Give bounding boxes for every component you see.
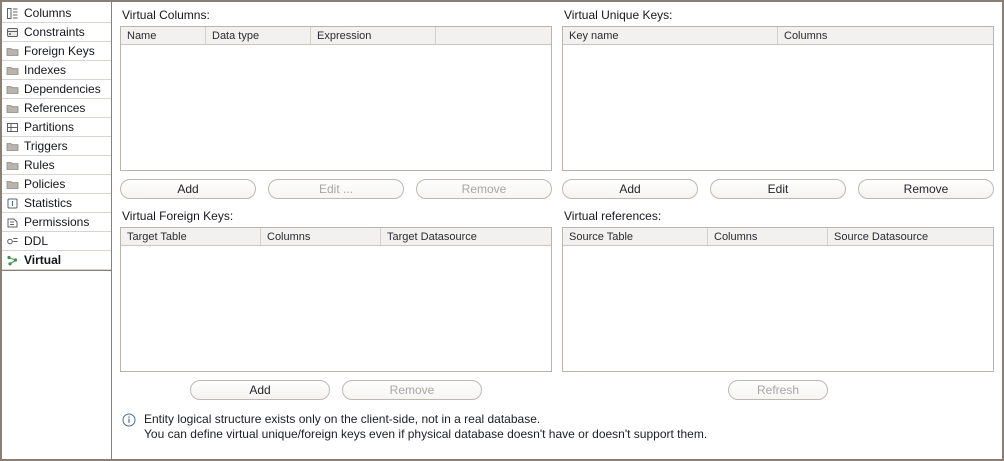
column-header-expression[interactable]: Expression (311, 27, 436, 44)
sidebar-item-indexes[interactable] (2, 61, 111, 80)
folder-icon (6, 45, 19, 58)
column-header-name[interactable]: Name (121, 27, 206, 44)
sidebar-item-label: Indexes (24, 63, 67, 77)
virtual-references-panel (562, 209, 994, 400)
table-header-row (121, 27, 551, 45)
column-header-data-type[interactable]: Data type (206, 27, 311, 44)
statistics-icon (6, 197, 19, 210)
edit-virtual-column-button: Edit ... (268, 179, 404, 199)
virtual-unique-keys-rows (563, 45, 993, 171)
sidebar-item-label: Triggers (24, 139, 68, 153)
add-virtual-unique-key-button[interactable]: Add (562, 179, 698, 199)
sidebar-item-constraints[interactable] (2, 23, 111, 42)
sidebar-item-rules[interactable] (2, 156, 111, 175)
remove-virtual-foreign-key-button: Remove (342, 380, 482, 400)
virtual-unique-keys-buttons (562, 179, 994, 199)
column-header-columns[interactable]: Columns (261, 228, 381, 245)
refresh-virtual-references-button: Refresh (728, 380, 828, 400)
sidebar-empty-area (2, 270, 111, 446)
virtual-columns-rows (121, 45, 551, 171)
folder-icon (6, 102, 19, 115)
virtual-unique-keys-table[interactable] (562, 26, 994, 171)
virtual-columns-table[interactable] (120, 26, 552, 171)
column-header-source-datasource[interactable]: Source Datasource (834, 231, 929, 243)
sidebar-item-partitions[interactable] (2, 118, 111, 137)
partitions-icon (6, 121, 19, 134)
virtual-columns-panel (120, 8, 552, 199)
remove-virtual-column-button: Remove (416, 179, 552, 199)
table-header-row (563, 27, 993, 45)
info-note-line-2: You can define virtual unique/foreign keys even if physical database doesn't have or doesn't support them. (144, 427, 708, 441)
sidebar-item-statistics[interactable] (2, 194, 111, 213)
column-header-columns[interactable]: Columns (708, 228, 828, 245)
table-header-row (121, 228, 551, 246)
sidebar-item-label: Statistics (24, 196, 73, 210)
virtual-references-title: Virtual references: (564, 209, 662, 223)
permissions-icon (6, 216, 19, 229)
virtual-references-buttons (562, 380, 994, 400)
sidebar-item-label: Virtual (24, 253, 62, 267)
sidebar-item-label: Constraints (24, 25, 85, 39)
ddl-icon (6, 235, 19, 248)
sidebar-item-label: Dependencies (24, 82, 101, 96)
folder-icon (6, 159, 19, 172)
sidebar-item-dependencies[interactable] (2, 80, 111, 99)
sidebar-item-permissions[interactable] (2, 213, 111, 232)
column-header-columns[interactable]: Columns (784, 30, 828, 42)
folder-icon (6, 64, 19, 77)
info-icon (122, 413, 138, 430)
sidebar-item-triggers[interactable] (2, 137, 111, 156)
virtual-foreign-keys-table[interactable] (120, 227, 552, 372)
virtual-foreign-keys-rows (121, 246, 551, 372)
remove-virtual-unique-key-button[interactable]: Remove (858, 179, 994, 199)
sidebar-item-references[interactable] (2, 99, 111, 118)
virtual-unique-keys-panel (562, 8, 994, 199)
virtual-tab-content (112, 2, 1002, 459)
table-header-row (563, 228, 993, 246)
virtual-references-table[interactable] (562, 227, 994, 372)
column-header-target-datasource[interactable]: Target Datasource (387, 231, 477, 243)
sidebar-item-foreign-keys[interactable] (2, 42, 111, 61)
sidebar-item-label: Foreign Keys (24, 44, 95, 58)
virtual-columns-buttons (120, 179, 552, 199)
column-header-key-name[interactable]: Key name (563, 27, 778, 44)
sidebar-item-label: References (24, 101, 86, 115)
add-virtual-foreign-key-button[interactable]: Add (190, 380, 330, 400)
sidebar-item-label: Rules (24, 158, 55, 172)
column-header-extra[interactable] (436, 27, 551, 44)
virtual-foreign-keys-title: Virtual Foreign Keys: (122, 209, 234, 223)
sidebar-item-label: Columns (24, 6, 72, 20)
info-note (120, 412, 994, 442)
folder-icon (6, 178, 19, 191)
add-virtual-column-button[interactable]: Add (120, 179, 256, 199)
sidebar-item-label: DDL (24, 234, 49, 248)
folder-icon (6, 83, 19, 96)
sidebar-item-label: Partitions (24, 120, 75, 134)
constraints-icon (6, 26, 19, 39)
columns-icon (6, 7, 19, 20)
bottom-panels-row (120, 209, 994, 400)
virtual-columns-title: Virtual Columns: (122, 8, 210, 22)
folder-icon (6, 140, 19, 153)
virtual-unique-keys-title: Virtual Unique Keys: (564, 8, 673, 22)
sidebar-item-label: Policies (24, 177, 66, 191)
sidebar-item-label: Permissions (24, 215, 90, 229)
sidebar-item-ddl[interactable] (2, 232, 111, 251)
edit-virtual-unique-key-button[interactable]: Edit (710, 179, 846, 199)
sidebar-item-columns[interactable] (2, 4, 111, 23)
column-header-target-table[interactable]: Target Table (121, 228, 261, 245)
virtual-references-rows (563, 246, 993, 372)
column-header-source-table[interactable]: Source Table (563, 228, 708, 245)
sidebar-item-virtual[interactable] (2, 251, 111, 270)
virtual-foreign-keys-buttons (120, 380, 552, 400)
info-note-line-1: Entity logical structure exists only on the client-side, not in a real database. (144, 412, 541, 426)
sidebar-item-policies[interactable] (2, 175, 111, 194)
sidebar (2, 2, 112, 459)
info-note-text (144, 412, 707, 442)
virtual-icon (6, 254, 19, 267)
virtual-foreign-keys-panel (120, 209, 552, 400)
top-panels-row (120, 8, 994, 199)
